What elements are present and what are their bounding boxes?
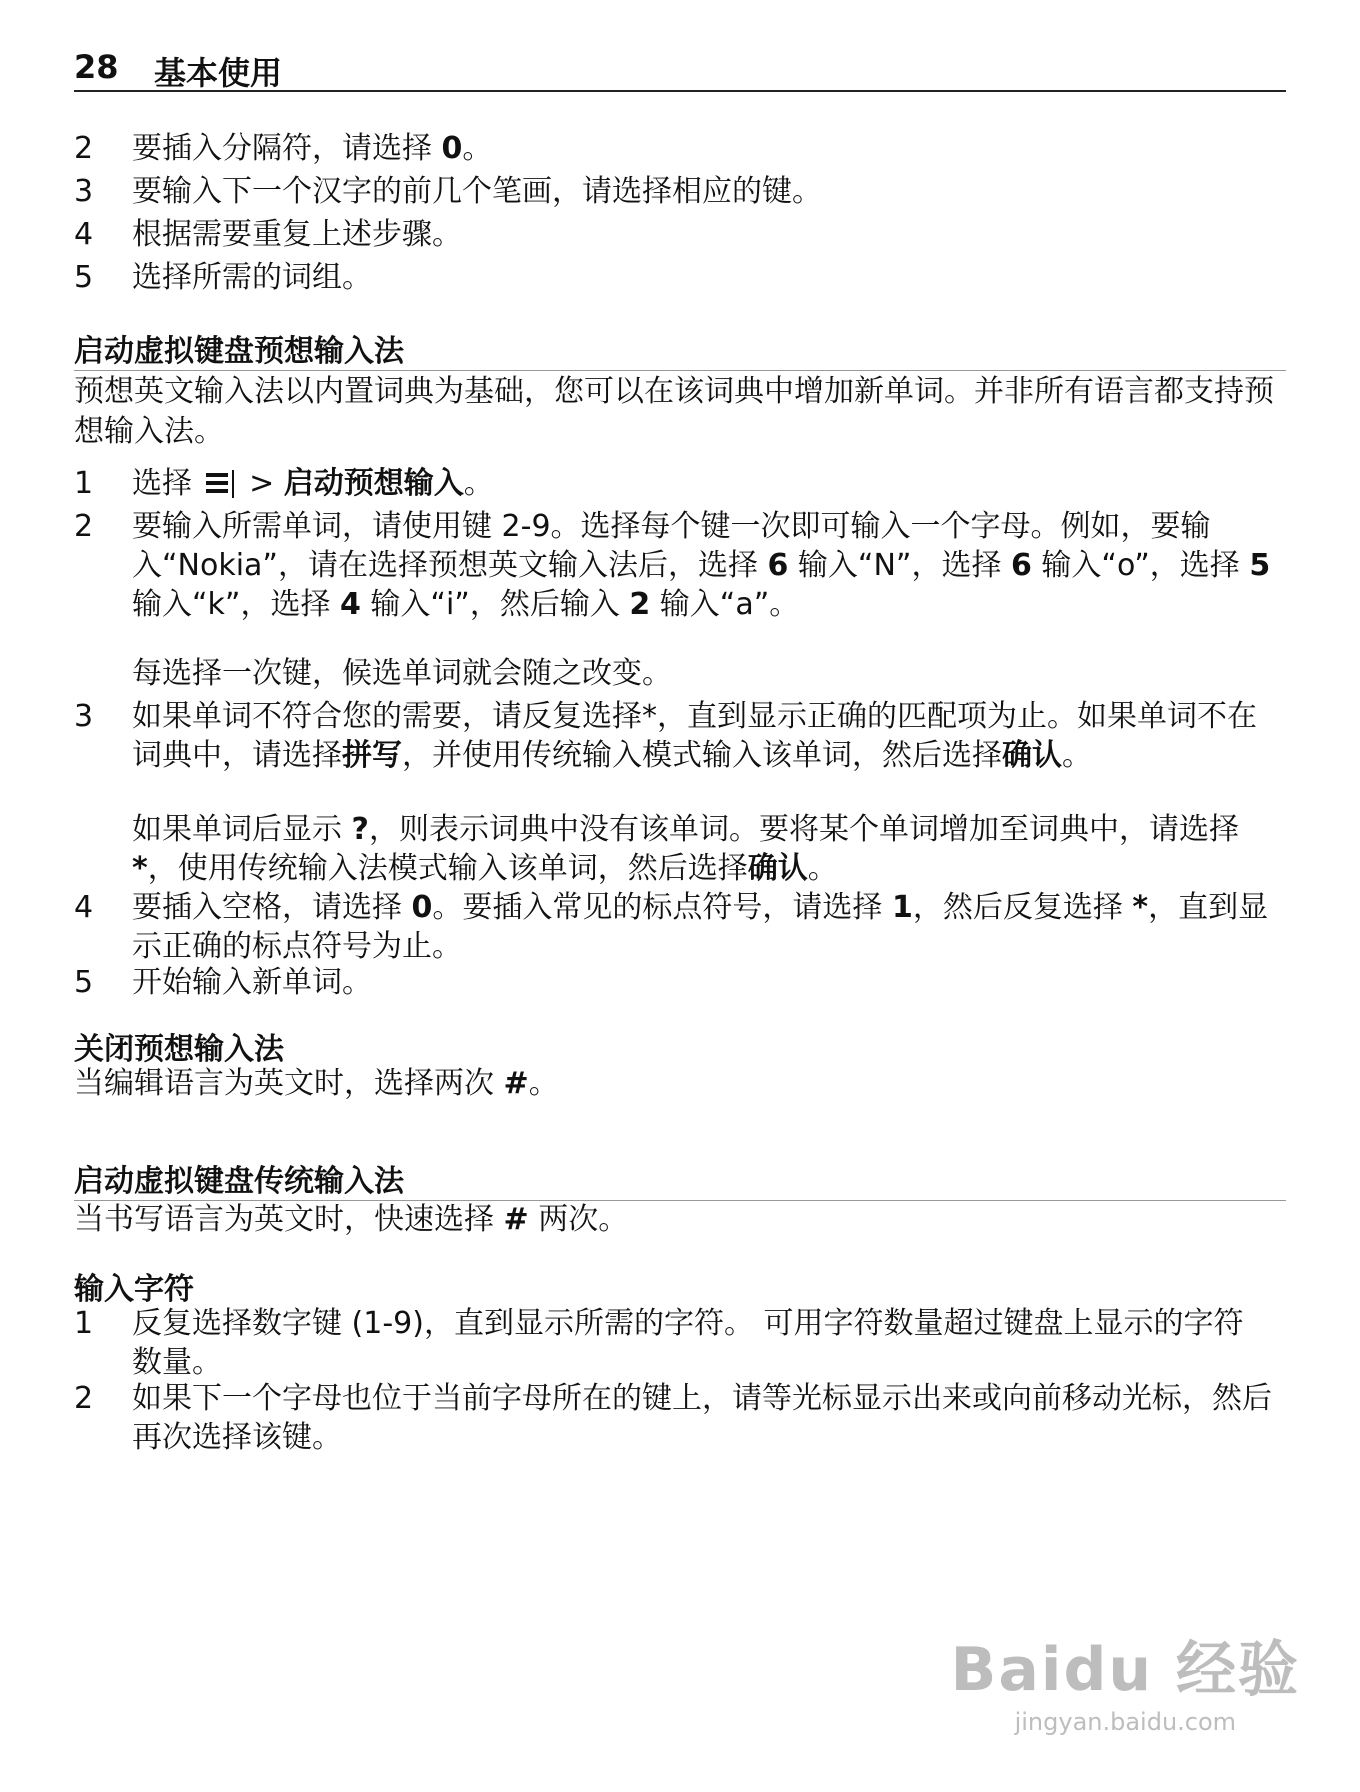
section-heading: 输入字符 bbox=[74, 1272, 194, 1307]
step-note: 如果单词后显示 ?，则表示词典中没有该单词。要将某个单词增加至词典中，请选择 *，使用传统输入法模式输入该单词，然后选择确认。 bbox=[132, 812, 1239, 886]
section-heading: 关闭预想输入法 bbox=[74, 1032, 284, 1067]
section-heading: 启动虚拟键盘预想输入法 bbox=[74, 326, 1286, 371]
section-heading: 启动虚拟键盘传统输入法 bbox=[74, 1156, 1286, 1201]
watermark-url: jingyan.baidu.com bbox=[1014, 1708, 1237, 1736]
section-body: 当编辑语言为英文时，选择两次 #。 bbox=[74, 1066, 559, 1101]
baidu-watermark bbox=[951, 1622, 1300, 1736]
chapter-title: 基本使用 bbox=[154, 54, 283, 92]
step-note: 每选择一次键，候选单词就会随之改变。 bbox=[132, 656, 672, 691]
section-body: 当书写语言为英文时，快速选择 # 两次。 bbox=[74, 1202, 629, 1237]
page-header bbox=[74, 48, 1286, 92]
section-intro: 预想英文输入法以内置词典为基础，您可以在该词典中增加新单词。并非所有语言都支持预想输入法。 bbox=[74, 374, 1274, 449]
watermark-logo: Baidu 经验 bbox=[950, 1635, 1300, 1705]
page-number: 28 bbox=[74, 48, 119, 86]
menu-icon[interactable] bbox=[206, 470, 236, 496]
